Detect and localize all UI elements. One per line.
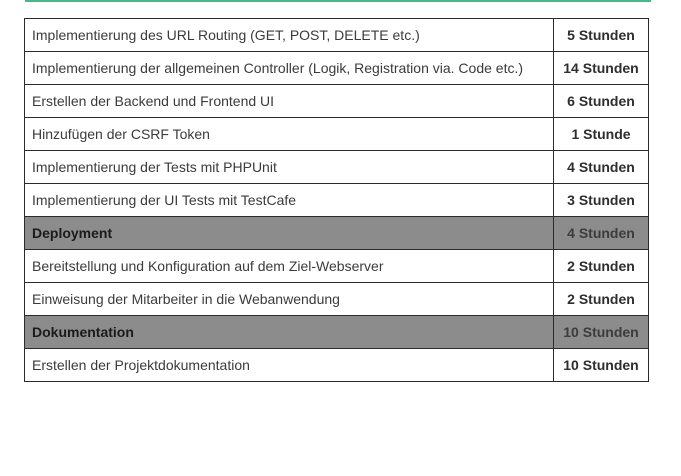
hours-cell: 3 Stunden [554, 184, 649, 217]
task-cell: Implementierung der UI Tests mit TestCafe [25, 184, 554, 217]
hours-cell: 14 Stunden [554, 52, 649, 85]
hours-cell: 5 Stunden [554, 19, 649, 52]
task-cell: Erstellen der Backend und Frontend UI [25, 85, 554, 118]
task-cell: Erstellen der Projektdokumentation [25, 349, 554, 382]
time-schedule-table [24, 18, 649, 382]
schedule-body [25, 19, 649, 382]
hours-cell: 10 Stunden [554, 349, 649, 382]
table-row [25, 283, 649, 316]
phase-title-cell: Deployment [25, 217, 554, 250]
table-row [25, 250, 649, 283]
table-row [25, 85, 649, 118]
hours-cell: 4 Stunden [554, 151, 649, 184]
task-cell: Implementierung der Tests mit PHPUnit [25, 151, 554, 184]
top-accent-rule [25, 0, 651, 2]
task-cell: Implementierung der allgemeinen Controller (Logik, Registration via. Code etc.) [25, 52, 554, 85]
phase-hours-cell: 4 Stunden [554, 217, 649, 250]
hours-cell: 1 Stunde [554, 118, 649, 151]
task-cell: Implementierung des URL Routing (GET, POST, DELETE etc.) [25, 19, 554, 52]
table-row [25, 118, 649, 151]
task-cell: Hinzufügen der CSRF Token [25, 118, 554, 151]
table-row [25, 151, 649, 184]
phase-hours-cell: 10 Stunden [554, 316, 649, 349]
phase-header-row-dokumentation [25, 316, 649, 349]
table-row [25, 52, 649, 85]
hours-cell: 2 Stunden [554, 283, 649, 316]
task-cell: Bereitstellung und Konfiguration auf dem Ziel-Webserver [25, 250, 554, 283]
table-row [25, 184, 649, 217]
phase-header-row-deployment [25, 217, 649, 250]
hours-cell: 6 Stunden [554, 85, 649, 118]
phase-title-cell: Dokumentation [25, 316, 554, 349]
hours-cell: 2 Stunden [554, 250, 649, 283]
table-row [25, 349, 649, 382]
task-cell: Einweisung der Mitarbeiter in die Webanwendung [25, 283, 554, 316]
table-row [25, 19, 649, 52]
